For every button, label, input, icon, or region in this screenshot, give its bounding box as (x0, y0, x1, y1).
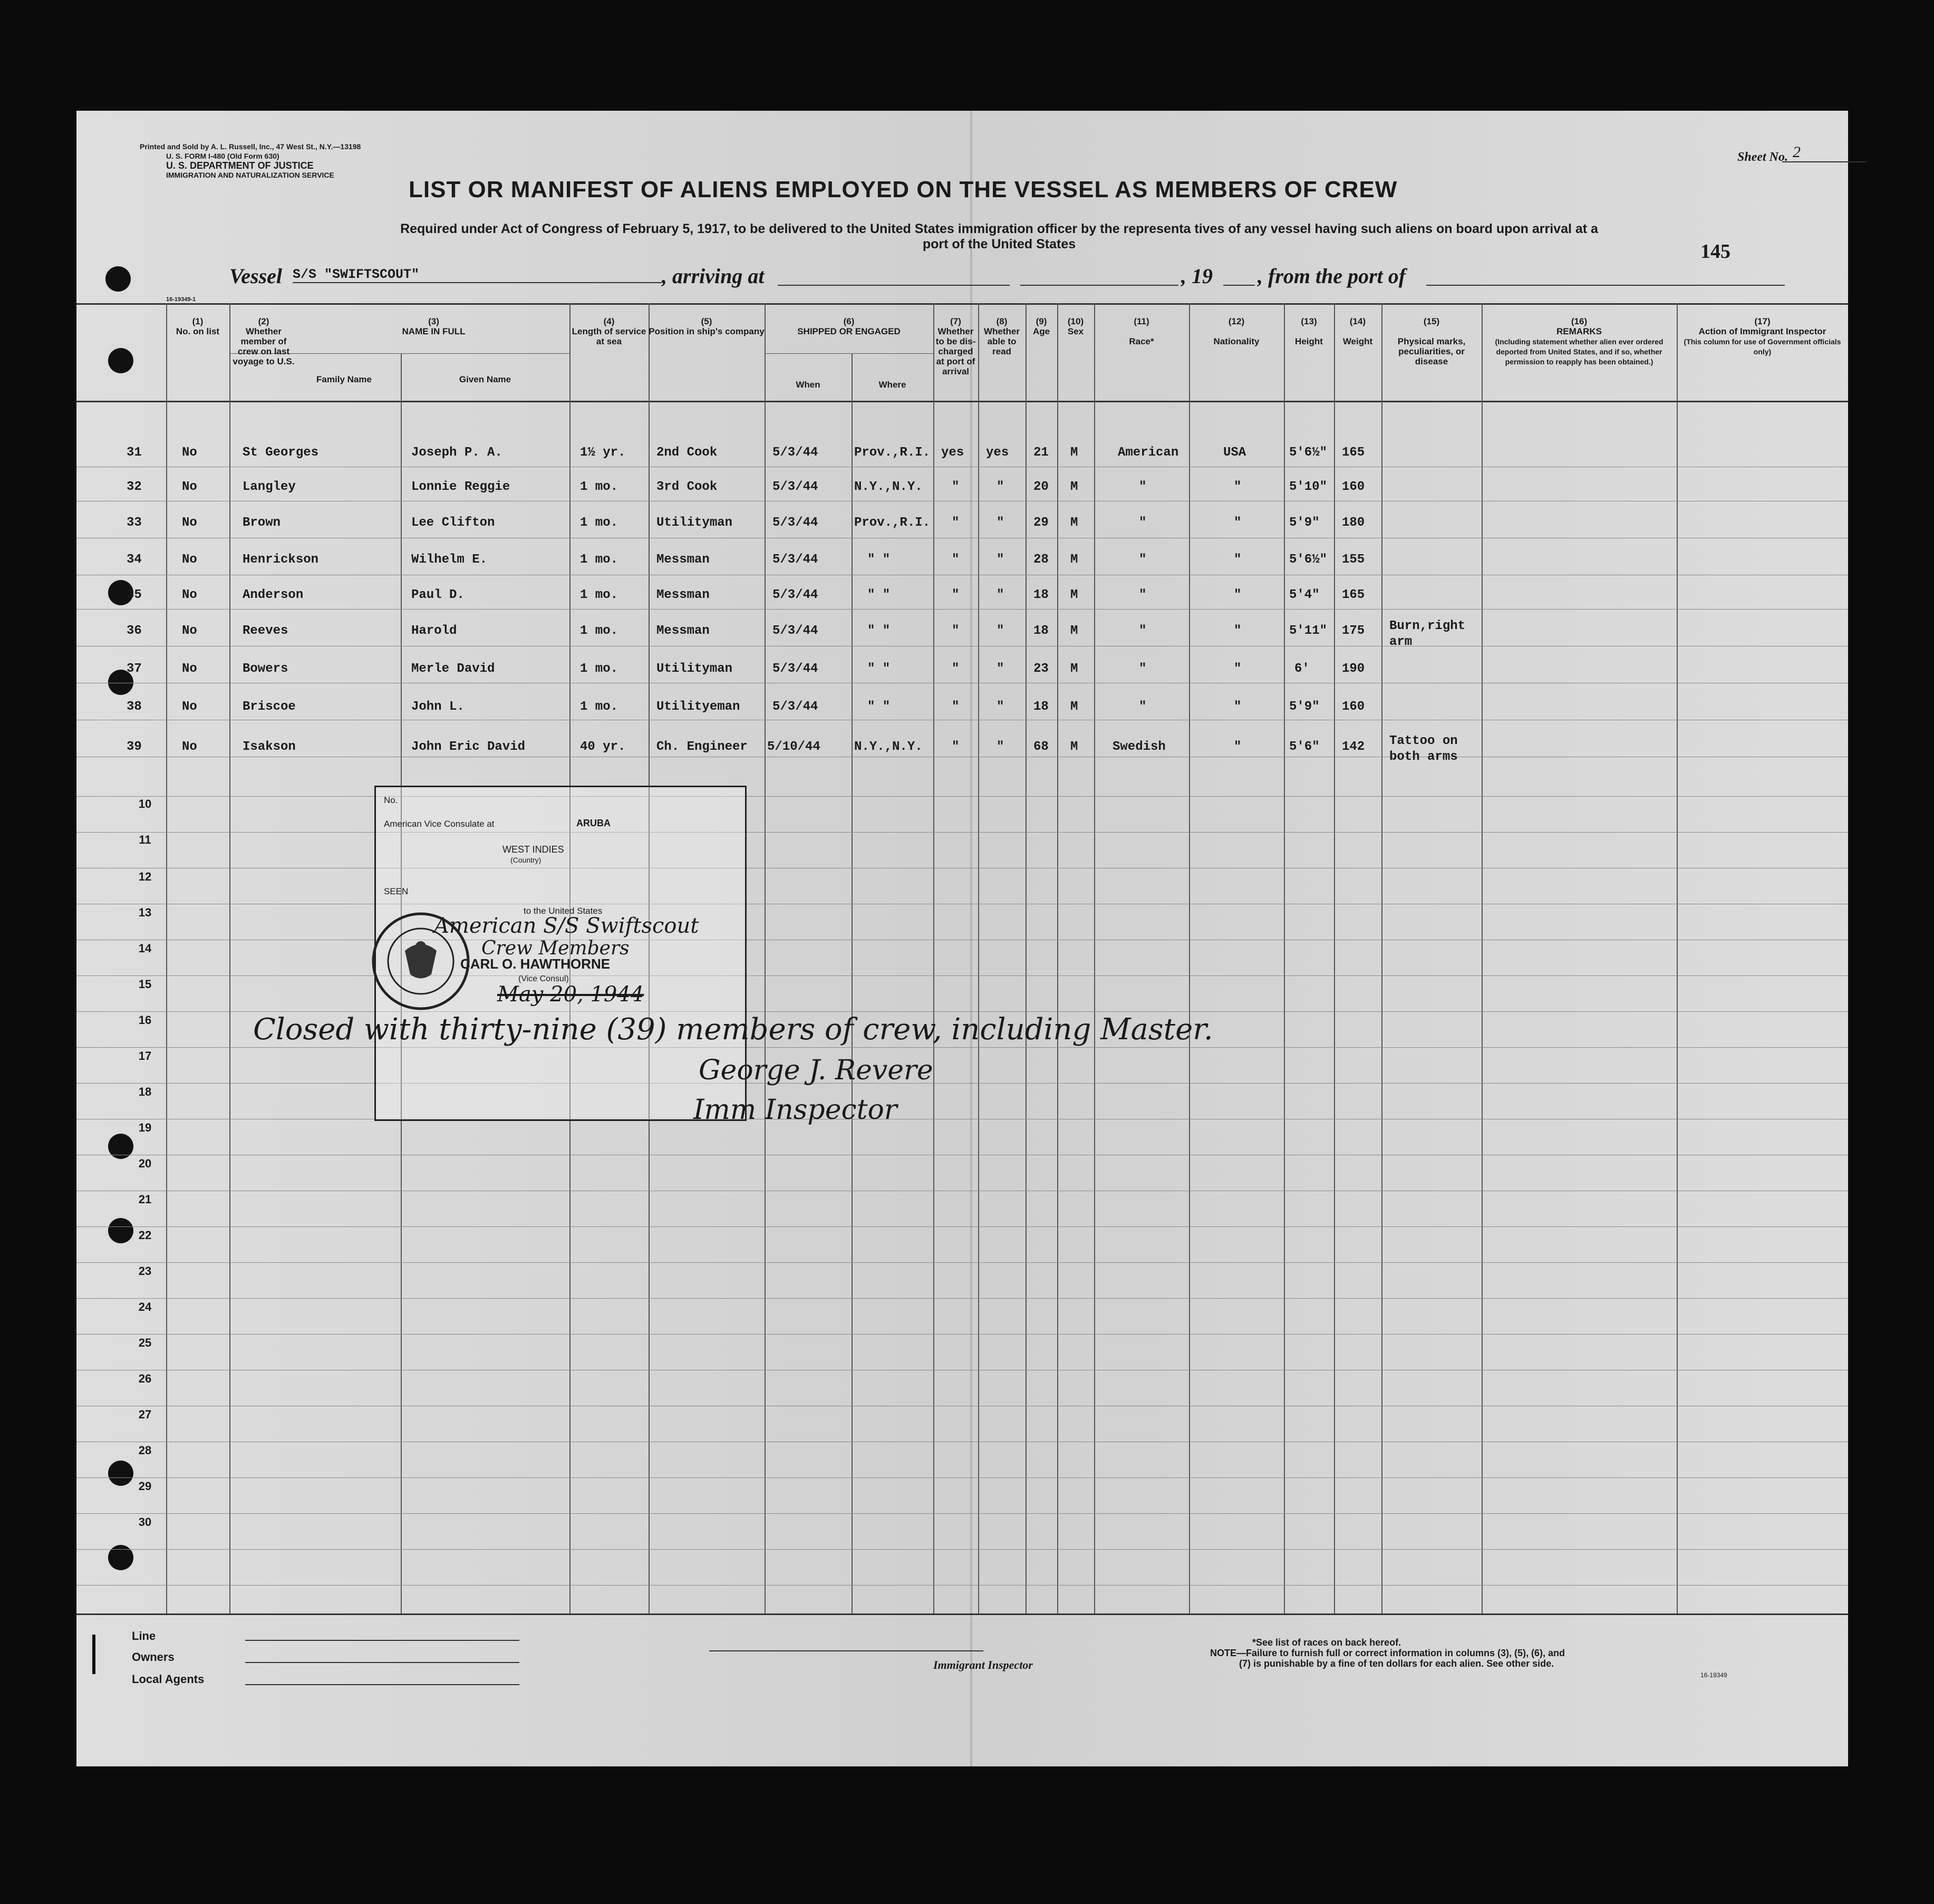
col-header-where: Where (878, 380, 906, 390)
row-number: 11 (139, 833, 151, 846)
consul-name: CARL O. HAWTHORNE (460, 956, 611, 972)
col-header-family-name: Family Name (316, 374, 372, 384)
physical-marks: Tattoo on both arms (1389, 734, 1458, 764)
department: U. S. DEPARTMENT OF JUSTICE (166, 160, 314, 171)
table-row: 33 No Brown Lee Clifton 1 mo. Utilityman 5/3/44 Prov.,R.I. " " 29 M " " 5'9" 180 (127, 516, 1365, 530)
handwritten-crew: Crew Members (481, 937, 630, 959)
service: IMMIGRATION AND NATURALIZATION SERVICE (166, 171, 334, 179)
table-row: 37 No Bowers Merle David 1 mo. Utilityman 5/3/44 " " " " 23 M " " 6' 190 (127, 662, 1365, 676)
table-bottom-border (76, 1613, 1848, 1615)
footer-code: 16-19349 (1700, 1671, 1727, 1679)
year-field (1223, 285, 1255, 286)
port-field (1426, 285, 1785, 286)
sheet-number: 2 (1782, 143, 1867, 162)
consulate-seal (368, 908, 473, 1014)
margin-mark (92, 1635, 95, 1674)
year-label: , 19 (1181, 264, 1213, 288)
vessel-label: Vessel (229, 264, 282, 288)
note-line-1: NOTE—Failure to furnish full or correct information in columns (3), (5), (6), and (1210, 1648, 1565, 1658)
col-header-weight: (14) Weight (1342, 316, 1373, 346)
punch-hole (108, 348, 133, 373)
row-number: 20 (138, 1157, 152, 1170)
form-number: U. S. FORM I-480 (Old Form 630) (166, 152, 279, 160)
row-number: 14 (138, 942, 152, 955)
col-header-age: (9) Age (1032, 316, 1050, 336)
date-field (1020, 285, 1178, 286)
table-top-border (76, 303, 1848, 305)
handwritten-date: May 20, 1944 (497, 982, 644, 1007)
col-header-last-voyage: (2) Whether member of crew on last voyage to U.S. (233, 316, 295, 366)
inspector-signature-title: Imm Inspector (693, 1094, 897, 1126)
col-header-race: (11) Race* (1129, 316, 1154, 346)
small-code: 16-19349-1 (166, 296, 196, 303)
row-number: 17 (138, 1049, 152, 1062)
manifest-title: LIST OR MANIFEST OF ALIENS EMPLOYED ON THE VESSEL AS MEMBERS OF CREW (409, 177, 1398, 202)
line-field (245, 1640, 519, 1641)
consulate-stamp: No. American Vice Consulate at ARUBA WEST INDIES (Country) SEEN to the United States CARL O. HAWTHORNE (Vice Consul) American S/S Swiftscout Crew Members May 20, 1944 (374, 786, 747, 1121)
row-number: 18 (138, 1085, 152, 1098)
header-bottom-border (76, 401, 1848, 402)
col-header-name: (3) NAME IN FULL (402, 316, 466, 336)
col-header-position: (5) Position in ship's company (649, 316, 765, 336)
local-agents-label: Local Agents (132, 1673, 205, 1686)
row-number: 13 (138, 906, 152, 919)
col-header-sex: (10) Sex (1067, 316, 1084, 336)
row-number: 19 (138, 1121, 152, 1134)
local-agents-field (245, 1684, 519, 1685)
row-number: 16 (138, 1013, 152, 1027)
row-number: 26 (138, 1372, 152, 1385)
row-number: 29 (138, 1480, 152, 1493)
col-header-physical-marks: (15) Physical marks, peculiarities, or disease (1397, 316, 1466, 366)
col-header-height: (13) Height (1295, 316, 1323, 346)
table-row: 39 No Isakson John Eric David 40 yr. Ch. Engineer 5/10/44 N.Y.,N.Y. " " 68 M Swedish " 5'6" 142 Tattoo on both arms (76, 740, 1848, 761)
row-number: 15 (138, 978, 152, 991)
page-number: 145 (1700, 240, 1730, 263)
row-number: 25 (138, 1336, 152, 1349)
col-header-no: (1) No. on list (176, 316, 220, 336)
col-header-nationality: (12) Nationality (1213, 316, 1260, 346)
port-label: , from the port of (1258, 264, 1406, 288)
inspector-signature-field (709, 1650, 983, 1651)
manifest-page (76, 111, 1848, 1766)
vessel-name-field (293, 267, 662, 283)
table-row: 36 No Reeves Harold 1 mo. Messman 5/3/44 " " " " 18 M " " 5'11" 175 Burn,right arm (76, 624, 1848, 645)
races-note: *See list of races on back hereof. (1252, 1637, 1401, 1648)
vessel-name: S/S "SWIFTSCOUT" (293, 267, 420, 282)
col-header-shipped: (6) SHIPPED OR ENGAGED (797, 316, 901, 336)
row-number: 30 (138, 1515, 152, 1529)
col-header-given-name: Given Name (459, 374, 511, 384)
col-header-read: (8) Whether able to read (984, 316, 1020, 356)
row-number: 21 (138, 1193, 152, 1206)
inspector-signature: George J. Revere (699, 1055, 933, 1086)
sheet-label: Sheet No. (1737, 150, 1788, 164)
closing-note: Closed with thirty-nine (39) members of crew, including Master. (253, 1012, 1213, 1047)
table-row: 31 No St Georges Joseph P. A. 1½ yr. 2nd Cook 5/3/44 Prov.,R.I. yes yes 21 M American USA 5'6½" 165 (127, 446, 1365, 460)
row-number: 28 (138, 1444, 152, 1457)
col-header-when: When (796, 380, 820, 390)
inspector-label: Immigrant Inspector (933, 1658, 1033, 1671)
col-header-discharged: (7) Whether to be dis-charged at port of arrival (935, 316, 976, 376)
col-header-service: (4) Length of service at sea (572, 316, 646, 346)
note-line-2: (7) is punishable by a fine of ten dollars for each alien. See other side. (1239, 1658, 1554, 1669)
row-number: 27 (138, 1408, 152, 1421)
row-number: 22 (138, 1229, 152, 1242)
table-row: 32 No Langley Lonnie Reggie 1 mo. 3rd Cook 5/3/44 N.Y.,N.Y. " " 20 M " " 5'10" 160 (127, 480, 1365, 494)
row-number: 24 (138, 1300, 152, 1313)
owners-label: Owners (132, 1650, 175, 1664)
col-header-remarks: (16) REMARKS (Including statement whether alien ever ordered deported from United States, and if so, whether permission to reapply has been obtained.) (1495, 316, 1664, 366)
row-number: 10 (138, 797, 152, 810)
physical-marks: Burn,right arm (1389, 619, 1466, 649)
col-header-action: (17) Action of Immigrant Inspector (This column for use of Government officials only) (1684, 316, 1841, 356)
arriving-field (778, 285, 1010, 286)
owners-field (245, 1662, 519, 1663)
row-number: 12 (138, 870, 152, 883)
arriving-label: , arriving at (662, 264, 765, 288)
table-row: 38 No Briscoe John L. 1 mo. Utilityeman 5/3/44 " " " " 18 M " " 5'9" 160 (127, 700, 1365, 714)
handwritten-vessel: American S/S Swiftscout (434, 914, 699, 938)
table-row: 34 No Henrickson Wilhelm E. 1 mo. Messman 5/3/44 " " " " 28 M " " 5'6½" 155 (127, 553, 1365, 567)
punch-hole (105, 266, 131, 292)
row-number: 23 (138, 1264, 152, 1278)
manifest-subtitle: Required under Act of Congress of February 5, 1917, to be delivered to the United States immigration officer by the representa tives of any vessel having such aliens on board upon arrival at a port of the United States (400, 221, 1598, 252)
printer-line: Printed and Sold by A. L. Russell, Inc., 47 West St., N.Y.—13198 (140, 142, 361, 151)
table-row: 35 No Anderson Paul D. 1 mo. Messman 5/3/44 " " " " 18 M " " 5'4" 165 (127, 588, 1365, 602)
line-label: Line (132, 1629, 156, 1642)
